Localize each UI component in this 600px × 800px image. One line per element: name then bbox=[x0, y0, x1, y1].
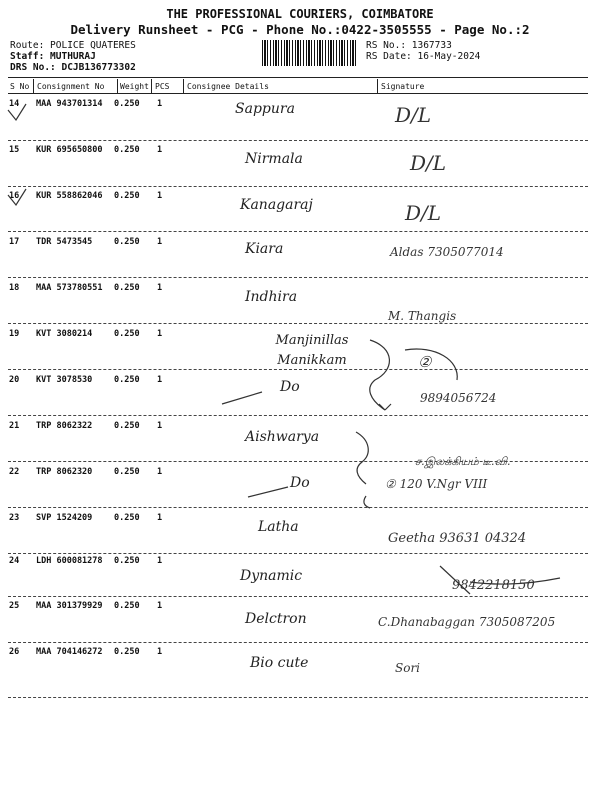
row-signature: ② 120 V.Ngr VIII bbox=[385, 477, 488, 491]
row-consignment: KVT 3080214 bbox=[36, 329, 93, 339]
row-signature: ச.இலக்கியம் டீ.வி. bbox=[415, 455, 511, 468]
row-sno: 24 bbox=[9, 556, 20, 566]
table-top-rule bbox=[8, 77, 588, 78]
row-consignee: Kanagaraj bbox=[240, 197, 313, 213]
row-consignment: KVT 3078530 bbox=[36, 375, 93, 385]
row-separator bbox=[8, 553, 588, 554]
row-consignee: Dynamic bbox=[240, 568, 303, 584]
row-weight: 0.250 bbox=[114, 467, 140, 477]
table-row bbox=[0, 99, 600, 145]
row-pcs: 1 bbox=[157, 99, 163, 109]
row-signature: Geetha 93631 04324 bbox=[388, 531, 527, 546]
row-consignment: TRP 8062322 bbox=[36, 421, 93, 431]
row-weight: 0.250 bbox=[114, 647, 140, 657]
row-separator bbox=[8, 697, 588, 698]
table-row bbox=[0, 601, 600, 647]
row-sno: 26 bbox=[9, 647, 20, 657]
company-title: THE PROFESSIONAL COURIERS, COIMBATORE bbox=[166, 7, 434, 21]
col-header-pcs: PCS bbox=[155, 82, 170, 91]
route-label: Route: POLICE QUATERES bbox=[10, 40, 136, 51]
row-signature: Sori bbox=[395, 661, 421, 675]
row-separator bbox=[8, 596, 588, 597]
row-consignee: Aishwarya bbox=[245, 429, 320, 445]
row-signature: ② bbox=[418, 353, 432, 371]
row-consignee: Bio cute bbox=[250, 655, 309, 671]
row-pcs: 1 bbox=[157, 467, 163, 477]
column-divider bbox=[117, 79, 118, 93]
row-pcs: 1 bbox=[157, 329, 163, 339]
row-sno: 14 bbox=[9, 99, 20, 109]
row-signature: D/L bbox=[395, 103, 432, 127]
row-separator bbox=[8, 369, 588, 370]
table-row bbox=[0, 145, 600, 191]
rs-date: RS Date: 16-May-2024 bbox=[366, 51, 481, 62]
col-header-signature: Signature bbox=[381, 82, 425, 91]
row-signature: 9894056724 bbox=[420, 391, 497, 405]
column-divider bbox=[183, 79, 184, 93]
row-signature: D/L bbox=[410, 151, 447, 175]
table-header-rule bbox=[8, 93, 588, 94]
row-consignment: MAA 704146272 bbox=[36, 647, 103, 657]
row-pcs: 1 bbox=[157, 556, 163, 566]
col-header-consignment: Consignment No bbox=[37, 82, 105, 91]
row-weight: 0.250 bbox=[114, 375, 140, 385]
row-sno: 20 bbox=[9, 375, 20, 385]
row-consignee: Do bbox=[280, 379, 300, 395]
column-divider bbox=[377, 79, 378, 93]
row-pcs: 1 bbox=[157, 513, 163, 523]
row-signature: Aldas 7305077014 bbox=[390, 245, 504, 259]
row-separator bbox=[8, 323, 588, 324]
row-signature: M. Thangis bbox=[388, 309, 457, 323]
row-weight: 0.250 bbox=[114, 237, 140, 247]
row-consignment: TDR 5473545 bbox=[36, 237, 93, 247]
col-header-consignee: Consignee Details bbox=[187, 82, 269, 91]
row-consignee: Kiara bbox=[245, 241, 284, 257]
runsheet-subtitle: Delivery Runsheet - PCG - Phone No.:0422-3505555 - Page No.:2 bbox=[70, 22, 530, 37]
row-separator bbox=[8, 140, 588, 141]
row-sno: 16 bbox=[9, 191, 20, 201]
row-separator bbox=[8, 231, 588, 232]
row-pcs: 1 bbox=[157, 647, 163, 657]
row-weight: 0.250 bbox=[114, 556, 140, 566]
row-sno: 19 bbox=[9, 329, 20, 339]
row-consignee: Delctron bbox=[245, 611, 307, 627]
row-signature: C.Dhanabaggan 7305087205 bbox=[378, 615, 556, 629]
row-pcs: 1 bbox=[157, 375, 163, 385]
col-header-weight: Weight bbox=[120, 82, 149, 91]
barcode bbox=[262, 40, 356, 66]
row-consignment: MAA 573780551 bbox=[36, 283, 103, 293]
row-weight: 0.250 bbox=[114, 329, 140, 339]
row-separator bbox=[8, 642, 588, 643]
row-consignment: KUR 558862046 bbox=[36, 191, 103, 201]
row-pcs: 1 bbox=[157, 283, 163, 293]
rs-number: RS No.: 1367733 bbox=[366, 40, 452, 51]
row-sno: 21 bbox=[9, 421, 20, 431]
row-sno: 25 bbox=[9, 601, 20, 611]
row-separator bbox=[8, 415, 588, 416]
row-weight: 0.250 bbox=[114, 145, 140, 155]
row-consignment: MAA 301379929 bbox=[36, 601, 103, 611]
row-consignment: KUR 695650800 bbox=[36, 145, 103, 155]
row-consignment: TRP 8062320 bbox=[36, 467, 93, 477]
row-consignee: Do bbox=[290, 475, 310, 491]
row-sno: 17 bbox=[9, 237, 20, 247]
table-row bbox=[0, 647, 600, 693]
staff-label: Staff: MUTHURAJ bbox=[10, 51, 96, 62]
row-sno: 23 bbox=[9, 513, 20, 523]
row-consignee: Latha bbox=[258, 519, 299, 535]
row-pcs: 1 bbox=[157, 191, 163, 201]
row-pcs: 1 bbox=[157, 421, 163, 431]
row-consignment: MAA 943701314 bbox=[36, 99, 103, 109]
row-signature: 9842218150 bbox=[452, 578, 535, 593]
column-divider bbox=[33, 79, 34, 93]
row-consignment: SVP 1524209 bbox=[36, 513, 93, 523]
row-sno: 18 bbox=[9, 283, 20, 293]
drs-label: DRS No.: DCJB136773302 bbox=[10, 62, 136, 73]
row-consignee: Manjinillas Manikkam bbox=[275, 333, 349, 368]
row-weight: 0.250 bbox=[114, 283, 140, 293]
column-divider bbox=[151, 79, 152, 93]
row-weight: 0.250 bbox=[114, 99, 140, 109]
row-pcs: 1 bbox=[157, 237, 163, 247]
row-separator bbox=[8, 186, 588, 187]
row-consignee: Indhira bbox=[245, 289, 298, 305]
row-separator bbox=[8, 277, 588, 278]
row-consignee: Nirmala bbox=[245, 151, 303, 167]
row-weight: 0.250 bbox=[114, 601, 140, 611]
row-weight: 0.250 bbox=[114, 191, 140, 201]
row-consignment: LDH 600081278 bbox=[36, 556, 103, 566]
row-separator bbox=[8, 507, 588, 508]
col-header-sno: S No bbox=[10, 82, 30, 91]
row-weight: 0.250 bbox=[114, 513, 140, 523]
row-pcs: 1 bbox=[157, 601, 163, 611]
row-separator bbox=[8, 461, 588, 462]
row-sno: 22 bbox=[9, 467, 20, 477]
row-weight: 0.250 bbox=[114, 421, 140, 431]
row-pcs: 1 bbox=[157, 145, 163, 155]
row-signature: D/L bbox=[405, 201, 442, 225]
row-consignee: Sappura bbox=[235, 101, 295, 117]
row-sno: 15 bbox=[9, 145, 20, 155]
